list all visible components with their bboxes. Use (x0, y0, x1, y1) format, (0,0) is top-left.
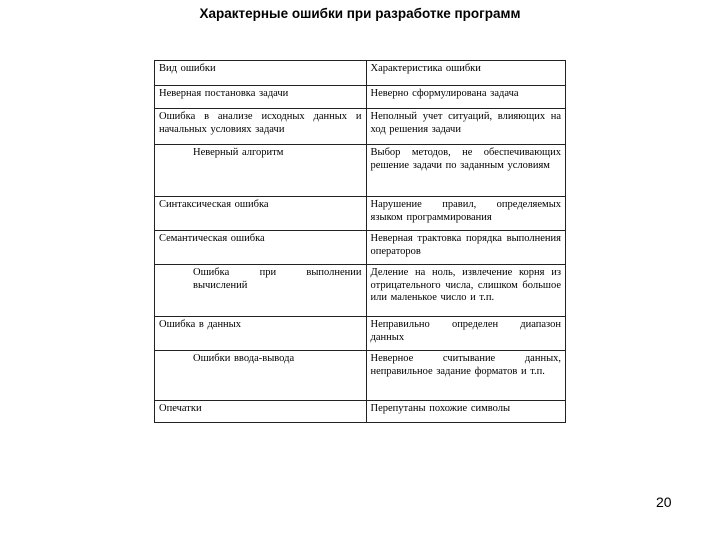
row-desc: Неправильно определен диапазон данных (366, 317, 565, 351)
table-row (155, 351, 566, 401)
row-kind: Ошибка в данных (155, 317, 367, 351)
table-row (155, 197, 566, 231)
row-kind: Ошибки ввода-вывода (155, 351, 367, 401)
page-title: Характерные ошибки при разработке программ (199, 6, 521, 21)
row-desc: Нарушение правил, определяемых языком программирования (366, 197, 565, 231)
row-kind: Ошибка в анализе исходных данных и начальных условиях задачи (155, 109, 367, 145)
row-desc: Неверная трактовка порядка выполнения операторов (366, 231, 565, 265)
table-row (155, 317, 566, 351)
row-desc: Выбор методов, не обеспечивающих решение задачи по заданным условиям (366, 145, 565, 197)
row-kind: Опечатки (155, 401, 367, 423)
row-desc: Неполный учет ситуаций, влияющих на ход решения задачи (366, 109, 565, 145)
table-row (155, 86, 566, 109)
row-desc: Деление на ноль, извлечение корня из отрицательного числа, слишком большое или маленькое число и т.п. (366, 265, 565, 317)
header-kind: Вид ошибки (155, 61, 367, 86)
row-desc: Неверное считывание данных, неправильное задание форматов и т.п. (366, 351, 565, 401)
errors-table (154, 60, 566, 423)
row-desc: Перепутаны похожие символы (366, 401, 565, 423)
header-desc: Характеристика ошибки (366, 61, 565, 86)
row-kind: Неверный алгоритм (155, 145, 367, 197)
row-kind: Синтаксическая ошибка (155, 197, 367, 231)
table-row (155, 401, 566, 423)
row-desc: Неверно сформулирована задача (366, 86, 565, 109)
table-row (155, 265, 566, 317)
row-kind: Ошибка при выполнении вычислений (155, 265, 367, 317)
page-number: 20 (656, 494, 672, 510)
row-kind: Семантическая ошибка (155, 231, 367, 265)
table-row (155, 109, 566, 145)
table-header-row (155, 61, 566, 86)
row-kind: Неверная постановка задачи (155, 86, 367, 109)
table-row (155, 231, 566, 265)
table-row (155, 145, 566, 197)
